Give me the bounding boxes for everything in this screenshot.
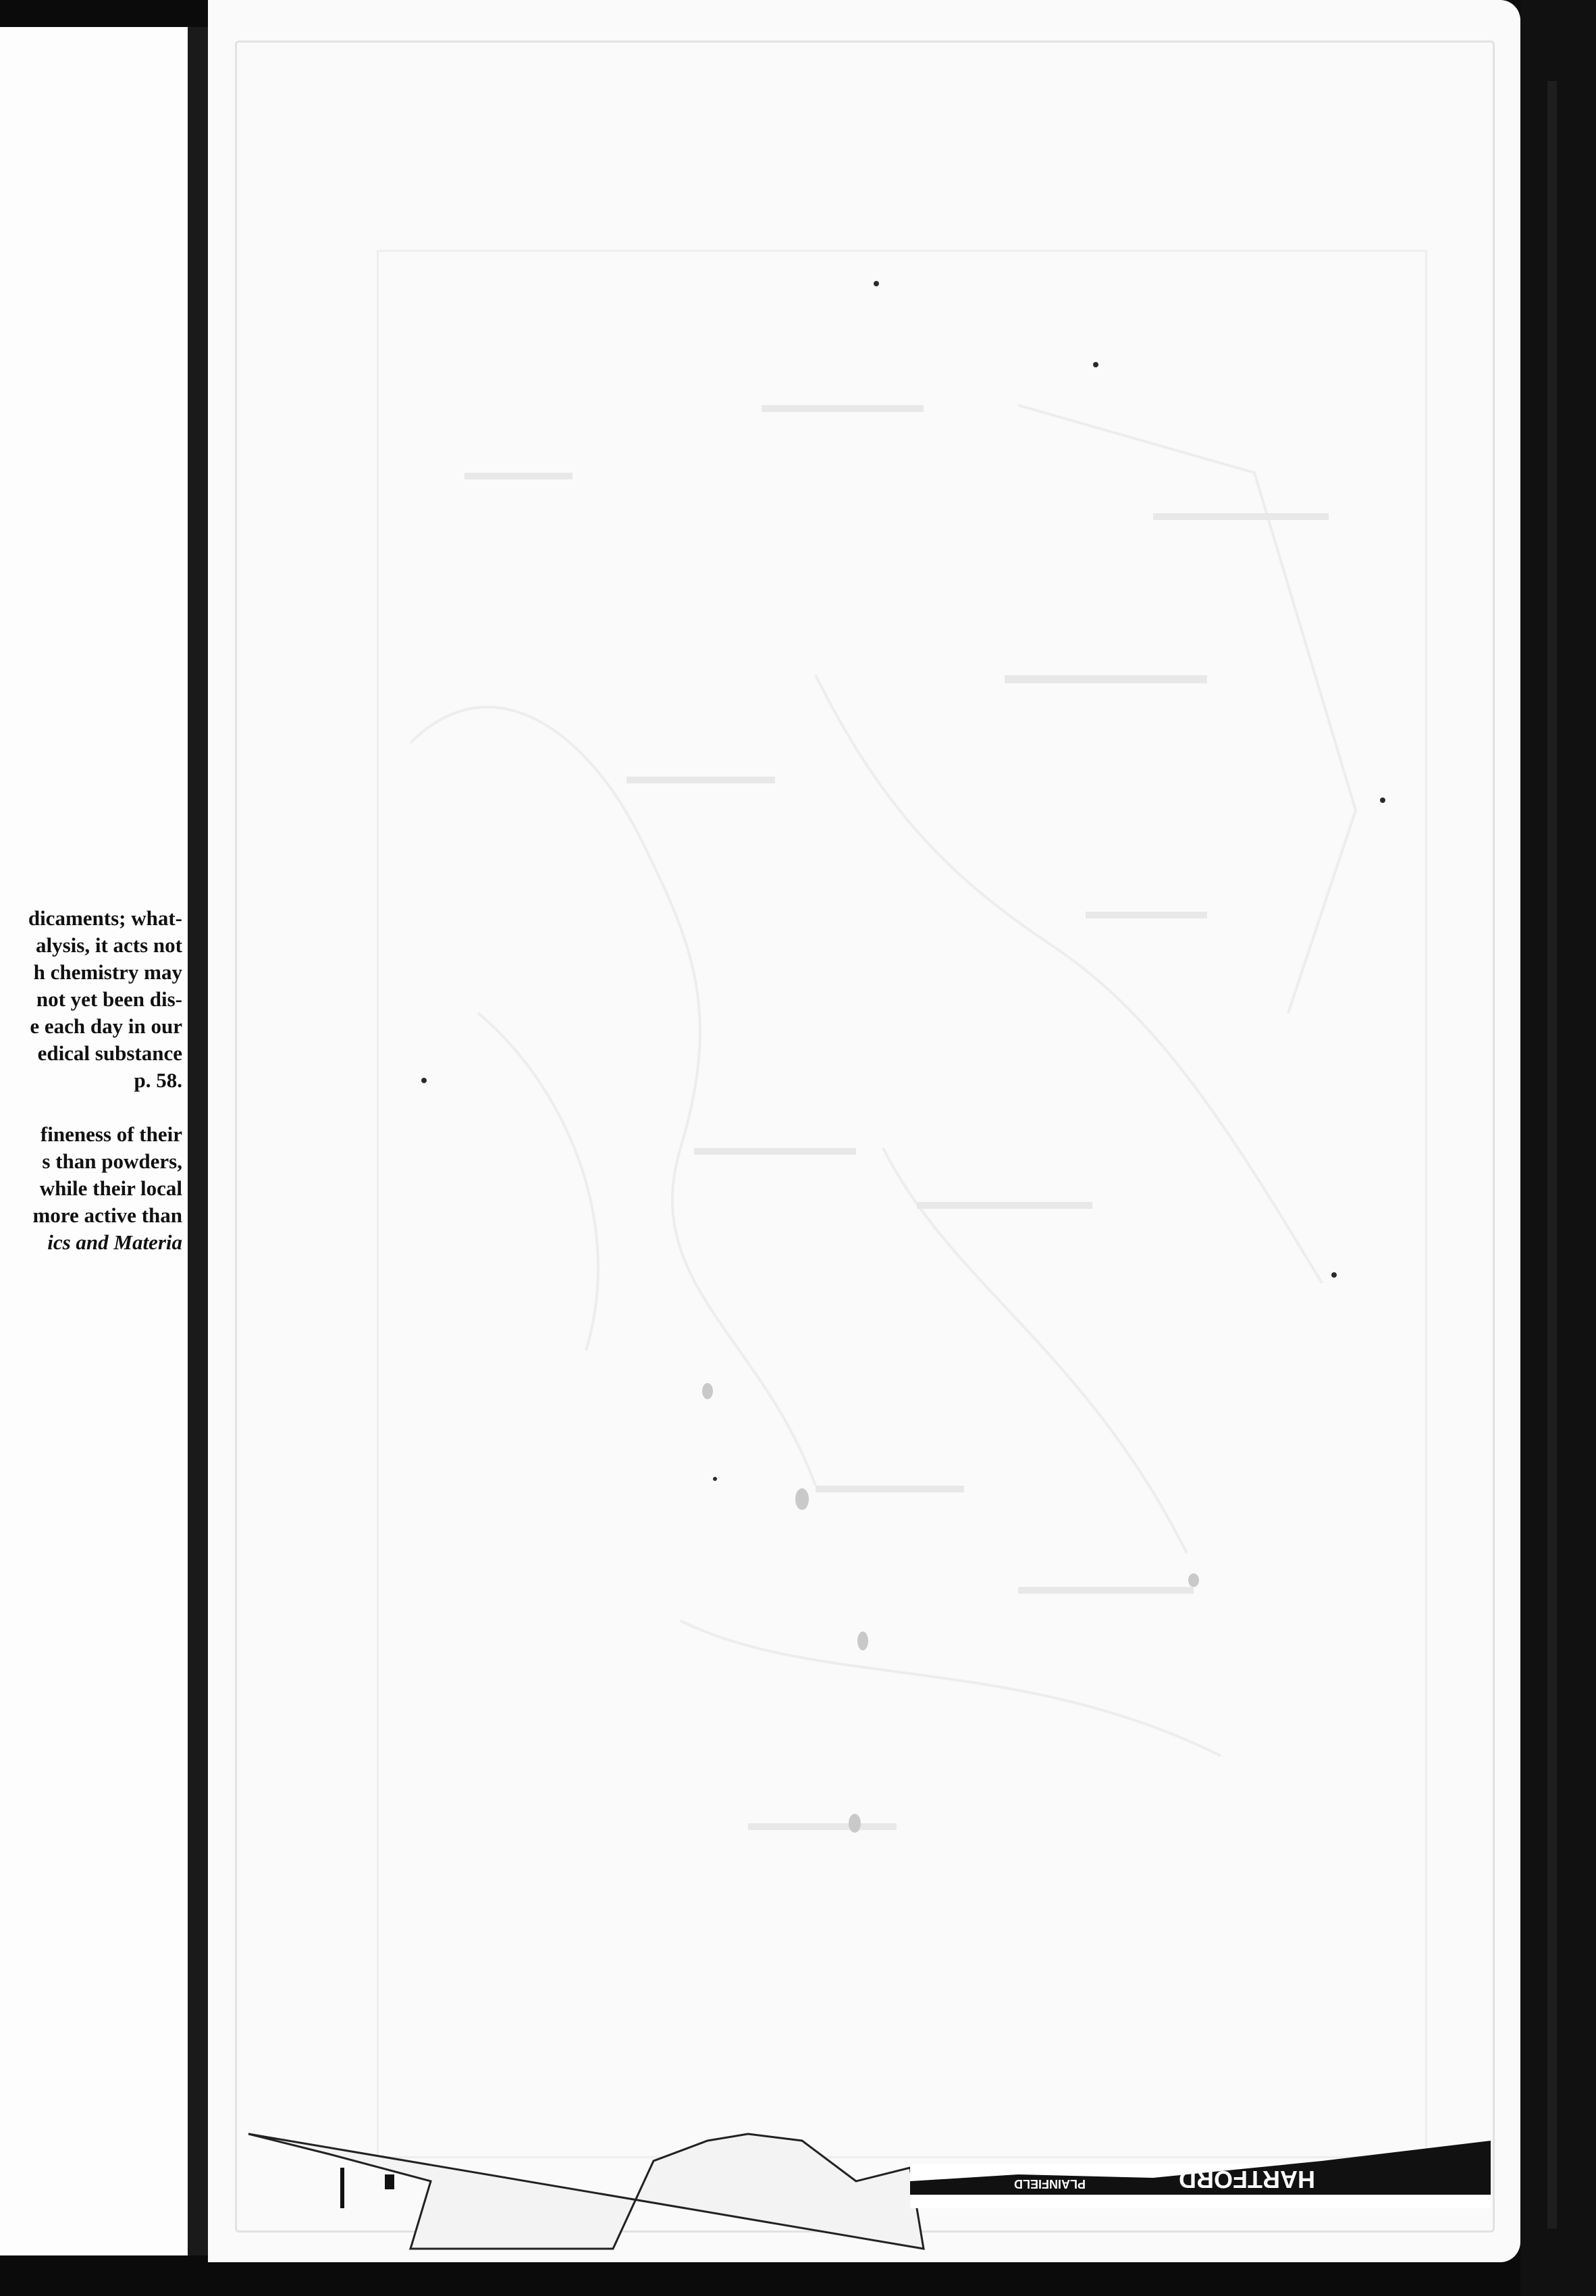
- text-line: edical substance: [37, 1041, 182, 1065]
- text-line: not yet been dis-: [36, 987, 182, 1011]
- text-line: e each day in our: [30, 1014, 182, 1038]
- left-page-text: [0, 905, 182, 1256]
- map-label-plainfield: PLAINFIELD: [1014, 2177, 1086, 2191]
- page-stack-edge: [1547, 81, 1557, 2228]
- text-line: dicaments; what-: [28, 906, 182, 930]
- text-line: s than powders,: [42, 1149, 182, 1173]
- text-line: while their local: [39, 1176, 182, 1200]
- blank-page: [208, 0, 1520, 2262]
- text-line: alysis, it acts not: [36, 933, 182, 957]
- book-fore-edge: [1520, 0, 1596, 2296]
- map-label-hartford: HARTFORD: [1179, 2166, 1315, 2193]
- text-line: ics and Materia: [47, 1230, 182, 1254]
- left-page-fragment: [0, 27, 188, 2255]
- text-line: p. 58.: [134, 1068, 182, 1092]
- text-line: fineness of their: [40, 1122, 182, 1146]
- text-line: h chemistry may: [33, 960, 182, 984]
- torn-bottom-edge: [208, 2114, 1520, 2262]
- book-gutter: [188, 27, 208, 2255]
- text-line: more active than: [32, 1203, 182, 1227]
